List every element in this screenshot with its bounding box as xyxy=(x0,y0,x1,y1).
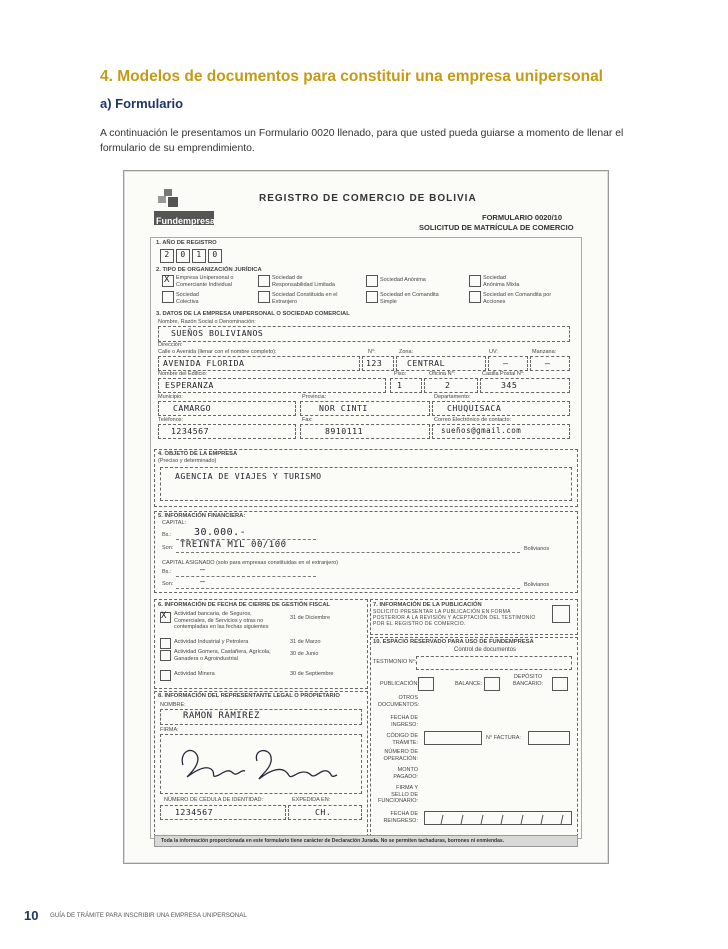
building-value: ESPERANZA xyxy=(165,380,214,390)
section-3-label: 3. DATOS DE LA EMPRESA UNIPERSONAL O SOCIEDAD COMERCIAL xyxy=(156,311,350,317)
publication-checkbox[interactable] xyxy=(552,605,570,623)
disclaimer-text: Toda la información proporcionada en este formulario tiene carácter de Declaración Jurada. No se permiten tachaduras, borrones ni enmiendas. xyxy=(161,838,505,844)
object-value: AGENCIA DE VIAJES Y TURISMO xyxy=(175,471,322,481)
email-label: Correo Electrónico de contacto: xyxy=(434,417,512,423)
pobox-value: 345 xyxy=(501,380,518,390)
capital-label: CAPITAL: xyxy=(162,520,187,526)
page-number: 10 xyxy=(24,908,39,923)
form-subtitle: SOLICITUD DE MATRÍCULA DE COMERCIO xyxy=(419,223,574,232)
date-separators xyxy=(425,813,571,825)
org-checkbox[interactable] xyxy=(162,291,174,303)
number-label: N°: xyxy=(368,349,376,355)
zone-value: CENTRAL xyxy=(407,358,446,368)
fiscal-checkbox[interactable] xyxy=(160,650,171,661)
disclaimer-bar xyxy=(154,835,578,847)
fax-value: 8910111 xyxy=(325,426,364,436)
id-label: NÚMERO DE CÉDULA DE IDENTIDAD: xyxy=(164,797,264,803)
building-field[interactable] xyxy=(158,378,386,393)
org-option: Sociedad en Comandita por Acciones xyxy=(483,292,552,305)
issued-value: CH. xyxy=(315,807,332,817)
signature-drawing xyxy=(161,735,361,793)
section-1-label: 1. AÑO DE REGISTRO xyxy=(156,240,217,246)
fiscal-date: 30 de Junio xyxy=(290,651,319,657)
entry-date-label: FECHA DE INGRESO: xyxy=(390,715,418,728)
year-digit: 1 xyxy=(192,249,206,263)
other-docs-label: OTROS DOCUMENTOS: xyxy=(378,695,420,708)
balance-box[interactable] xyxy=(484,677,500,691)
testimony-field[interactable] xyxy=(416,656,572,670)
address-label: Dirección: xyxy=(158,342,183,348)
municipality-label: Municipio: xyxy=(158,394,183,400)
email-field[interactable] xyxy=(432,424,570,439)
signature-label: FIRMA: xyxy=(160,727,179,733)
assigned-son-value: — xyxy=(200,576,206,586)
floor-value: 1 xyxy=(397,380,403,390)
section-7-text: SOLICITO PRESENTAR LA PUBLICACIÓN EN FORMA POSTERIOR A LA REVISIÓN Y ACEPTACIÓN DEL TESTIMONIO POR EL REGISTRO DE COMERCIO. xyxy=(373,609,536,627)
section-5-label: 5. INFORMACIÓN FINANCIERA: xyxy=(158,513,246,519)
deposit-label: DEPÓSITO BANCARIO: xyxy=(512,674,544,687)
op-number-label: NÚMERO DE OPERACIÓN: xyxy=(383,749,418,762)
id-value: 1234567 xyxy=(175,807,214,817)
fundempresa-logo-icon xyxy=(158,189,180,209)
section-4-label: 4. OBJETO DE LA EMPRESA xyxy=(158,451,238,457)
fiscal-date: 31 de Diciembre xyxy=(290,615,331,621)
org-option: Sociedad Colectiva xyxy=(176,292,199,305)
section-6-label: 6. INFORMACIÓN DE FECHA DE CIERRE DE GESTIÓN FISCAL xyxy=(158,602,331,608)
street-label: Calle o Avenida (llenar con el nombre completo): xyxy=(158,349,277,355)
seal-label: FIRMA Y SELLO DE FUNCIONARIO: xyxy=(378,785,419,804)
floor-label: Piso: xyxy=(394,371,407,377)
capital-bs-value: 30.000.- xyxy=(194,527,247,538)
number-value: 123 xyxy=(366,358,383,368)
object-field[interactable] xyxy=(160,467,572,501)
org-checkbox[interactable] xyxy=(469,275,481,287)
fiscal-option: Actividad bancaria, de Seguros, Comerciales, de Servicios y otras no contempladas en las fechas siguientes xyxy=(174,611,269,630)
org-checkbox[interactable] xyxy=(366,291,378,303)
department-value: CHUQUISACA xyxy=(447,403,502,413)
block-field[interactable] xyxy=(530,356,570,371)
bs-label: Bs.: xyxy=(162,532,172,538)
assigned-label: CAPITAL ASIGNADO (solo para empresas constituidas en el extranjero) xyxy=(162,560,339,566)
office-value: 2 xyxy=(445,380,451,390)
section-7-label: 7. INFORMACIÓN DE LA PUBLICACIÓN xyxy=(373,602,482,608)
amount-label: MONTO PAGADO: xyxy=(393,767,418,780)
province-value: NOR CINTI xyxy=(319,403,368,413)
checked-mark: X xyxy=(164,275,170,285)
reentry-label: FECHA DE REINGRESO: xyxy=(383,811,418,824)
year-digits xyxy=(160,249,222,263)
issued-field[interactable] xyxy=(288,805,362,820)
uv-field[interactable] xyxy=(488,356,528,371)
org-checkbox[interactable] xyxy=(258,291,270,303)
phone-field[interactable] xyxy=(158,424,296,439)
province-field[interactable] xyxy=(300,401,430,416)
deposit-box[interactable] xyxy=(552,677,568,691)
bolivianos-label: Bolivianos xyxy=(524,546,550,552)
email-value: sueños@gmail.com xyxy=(441,426,522,435)
building-label: Nombre del Edificio: xyxy=(158,371,208,377)
section-10-sub: Control de documentos xyxy=(454,647,517,653)
reentry-box[interactable] xyxy=(424,811,572,825)
org-option: Sociedad Anónima Mixta xyxy=(483,275,520,288)
fiscal-date: 31 de Marzo xyxy=(290,639,321,645)
section-4-sub: (Preciso y determinado) xyxy=(158,458,217,464)
checked-mark: X xyxy=(161,611,167,621)
form-number: FORMULARIO 0020/10 xyxy=(482,213,563,222)
fax-field[interactable] xyxy=(300,424,430,439)
assigned-son-label: Son: xyxy=(162,581,174,587)
proc-code-label: CÓDIGO DE TRÁMITE: xyxy=(386,733,418,746)
municipality-value: CAMARGO xyxy=(173,403,212,413)
municipality-field[interactable] xyxy=(158,401,296,416)
logo-banner xyxy=(154,211,214,225)
phone-label: Teléfonos: xyxy=(158,417,184,423)
year-digit: 0 xyxy=(208,249,222,263)
zone-field[interactable] xyxy=(396,356,486,371)
assigned-son-line xyxy=(176,582,520,589)
org-checkbox[interactable] xyxy=(162,275,174,287)
issued-label: EXPEDIDA EN: xyxy=(292,797,331,803)
fiscal-option: Actividad Industrial y Petrolera xyxy=(174,639,249,645)
number-field[interactable] xyxy=(362,356,394,371)
signature-field[interactable] xyxy=(160,734,362,794)
name-value: SUEÑOS BOLIVIANOS xyxy=(171,328,264,338)
department-field[interactable] xyxy=(432,401,570,416)
section-2-label: 2. TIPO DE ORGANIZACIÓN JURÍDICA xyxy=(156,267,262,273)
assigned-bs-value: — xyxy=(200,564,206,574)
intro-paragraph: A continuación le presentamos un Formulario 0020 llenado, para que usted pueda guiarse a momento de llenar el formulario de su emprendimiento. xyxy=(100,128,624,154)
publication-label: PUBLICACIÓN: xyxy=(380,681,419,687)
org-option: Sociedad de Responsabilidad Limitada xyxy=(272,275,335,288)
rep-name-label: NOMBRE: xyxy=(160,702,186,708)
page-heading: 4. Modelos de documentos para constituir una empresa unipersonal xyxy=(100,68,603,85)
uv-label: UV: xyxy=(489,349,498,355)
org-option: Sociedad Constituida en el Extranjero xyxy=(272,292,338,305)
name-label: Nombre, Razón Social o Denominación: xyxy=(158,319,256,325)
invoice-box[interactable] xyxy=(528,731,570,745)
org-checkbox[interactable] xyxy=(366,275,378,287)
proc-code-box[interactable] xyxy=(424,731,482,745)
fiscal-checkbox[interactable] xyxy=(160,670,171,681)
block-value: — xyxy=(545,358,551,368)
office-label: Oficina N°: xyxy=(429,371,456,377)
assigned-bs-line xyxy=(176,570,316,577)
fiscal-checkbox[interactable] xyxy=(160,612,171,623)
uv-value: — xyxy=(503,358,509,368)
org-checkbox[interactable] xyxy=(258,275,270,287)
fiscal-option: Actividad Gomera, Castañera, Agrícola, Ganadera o Agroindustrial xyxy=(174,649,271,662)
department-label: Departamento: xyxy=(434,394,471,400)
scanned-form xyxy=(123,170,609,864)
fiscal-checkbox[interactable] xyxy=(160,638,171,649)
invoice-label: N° FACTURA: xyxy=(486,735,521,741)
fiscal-date: 30 de Septiembre xyxy=(290,671,334,677)
publication-box[interactable] xyxy=(418,677,434,691)
footer-text: GUÍA DE TRÁMITE PARA INSCRIBIR UNA EMPRESA UNIPERSONAL xyxy=(50,912,247,919)
phone-value: 1234567 xyxy=(171,426,210,436)
street-value: AVENIDA FLORIDA xyxy=(163,358,245,368)
pobox-label: Casilla Postal N°: xyxy=(482,371,525,377)
name-field[interactable] xyxy=(158,326,570,342)
capital-son-value: TREINTA MIL 00/100 xyxy=(180,540,287,550)
rep-name-value: RAMON RAMIREZ xyxy=(183,711,260,721)
year-digit: 2 xyxy=(160,249,174,263)
zone-label: Zona: xyxy=(399,349,414,355)
testimony-label: TESTIMONIO N°: xyxy=(373,659,417,665)
assigned-bs-label: Bs.: xyxy=(162,569,172,575)
form-title: REGISTRO DE COMERCIO DE BOLIVIA xyxy=(259,193,477,204)
floor-field[interactable] xyxy=(390,378,422,393)
fax-label: Fax: xyxy=(302,417,313,423)
org-option: Empresa Unipersonal o Comerciante Individual xyxy=(176,275,234,288)
year-digit: 0 xyxy=(176,249,190,263)
id-field[interactable] xyxy=(160,805,286,820)
assigned-bolivianos-label: Bolivianos xyxy=(524,582,550,588)
logo-text: Fundempresa xyxy=(156,216,216,226)
org-checkbox[interactable] xyxy=(469,291,481,303)
pobox-field[interactable] xyxy=(480,378,570,393)
section-8-label: 8. INFORMACIÓN DEL REPRESENTANTE LEGAL O PROPIETARIO xyxy=(158,693,340,699)
street-field[interactable] xyxy=(158,356,360,371)
son-label: Son: xyxy=(162,545,174,551)
section-10-label: 10. ESPACIO RESERVADO PARA USO DE FUNDEMPRESA xyxy=(373,639,534,645)
balance-label: BALANCE: xyxy=(455,681,483,687)
org-option: Sociedad Anónima xyxy=(380,277,426,283)
section-subheading: a) Formulario xyxy=(100,96,184,111)
org-option: Sociedad en Comandita Simple xyxy=(380,292,439,305)
block-label: Manzana: xyxy=(532,349,557,355)
rep-name-field[interactable] xyxy=(160,709,362,725)
province-label: Provincia: xyxy=(302,394,327,400)
fiscal-option: Actividad Minera xyxy=(174,671,215,677)
office-field[interactable] xyxy=(424,378,478,393)
